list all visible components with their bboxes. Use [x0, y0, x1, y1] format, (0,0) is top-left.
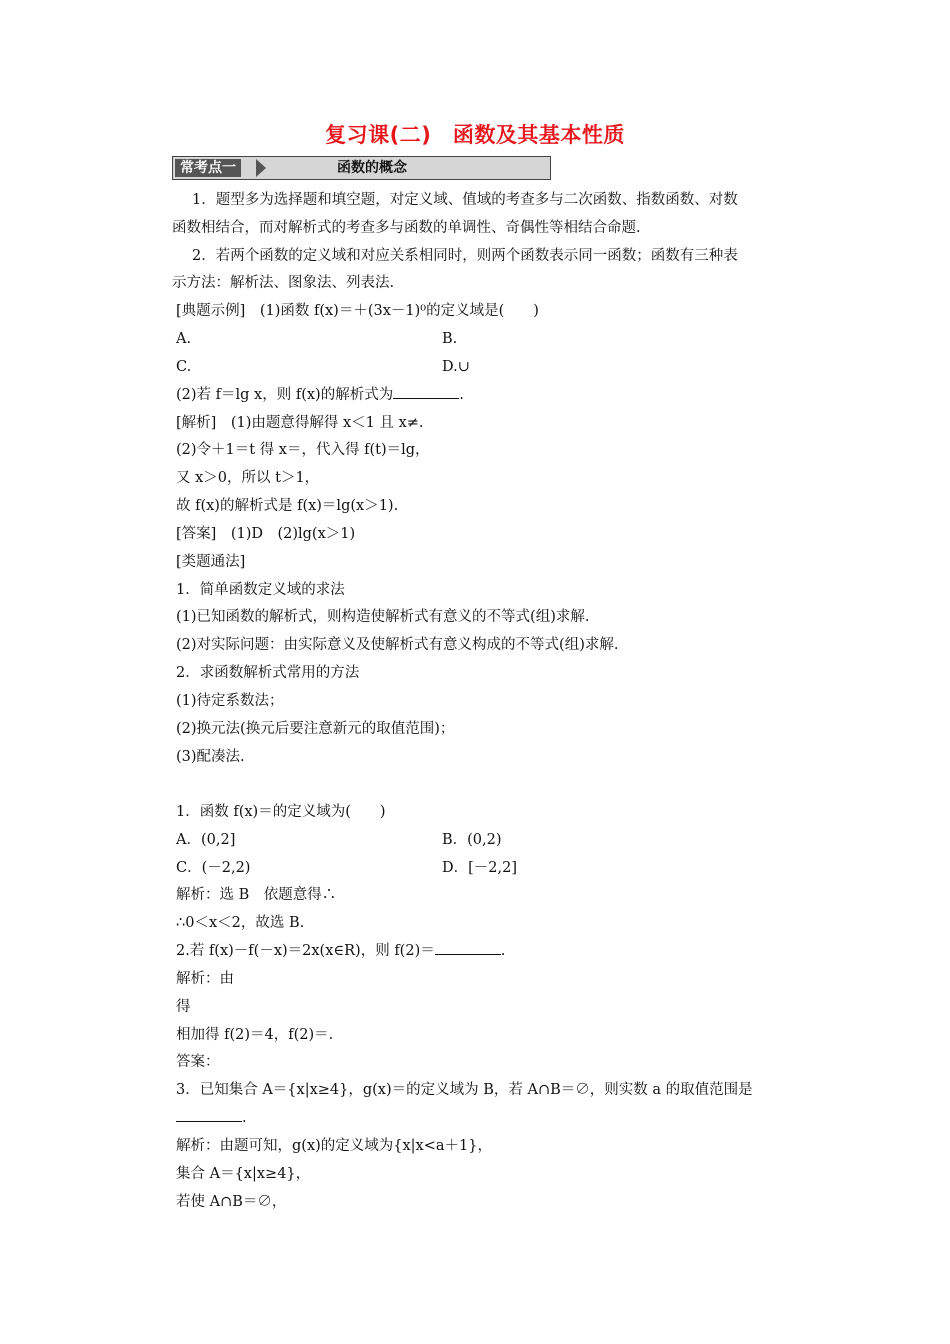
- text-line: 解析：由题可知，g(x)的定义域为{x|x<a＋1}，: [176, 1138, 492, 1154]
- answer-blank: [176, 1109, 242, 1122]
- text-line: 若使 A∩B＝∅，: [176, 1194, 287, 1210]
- text-line: 相加得 f(2)＝4，f(2)＝.: [176, 1027, 334, 1043]
- option-c: C．(－2,2): [176, 860, 251, 876]
- section-heading: 函数的概念: [337, 160, 407, 176]
- text-line: (1)已知函数的解析式，则构造使解析式有意义的不等式(组)求解.: [176, 609, 590, 625]
- text-line: 集合 A＝{x|x≥4}，: [176, 1166, 311, 1182]
- option-b: B.: [442, 331, 458, 347]
- text-line: 解析：由: [176, 971, 234, 987]
- text-line: 2．若两个函数的定义域和对应关系相同时，则两个函数表示同一函数；函数有三种表: [192, 248, 738, 264]
- section-banner: [172, 156, 551, 180]
- text-line: [类题通法]: [176, 554, 246, 570]
- option-d: D．[－2,2]: [442, 860, 517, 876]
- section-tag-arrow: [256, 159, 266, 177]
- option-a: A．(0,2]: [176, 832, 236, 848]
- text-line: (2)换元法(换元后要注意新元的取值范围)；: [176, 721, 455, 737]
- text-line: [典题示例] (1)函数 f(x)＝＋(3x－1)⁰的定义域是( ): [176, 303, 539, 319]
- text-line: 2.若 f(x)－f(－x)＝2x(x∈R)，则 f(2)＝ .: [176, 943, 506, 959]
- text-line: ∴0＜x＜2，故选 B.: [176, 915, 305, 931]
- text-line: [解析] (1)由题意得解得 x＜1 且 x≠.: [176, 415, 424, 431]
- text-line: (2)令＋1＝t 得 x＝，代入得 f(t)＝lg，: [176, 442, 430, 458]
- answer-blank: [435, 942, 501, 955]
- text-line: (2)若 f＝lg x，则 f(x)的解析式为 .: [176, 387, 464, 403]
- option-c: C.: [176, 359, 192, 375]
- text-line: 解析：选 B 依题意得∴: [176, 887, 337, 903]
- option-d: D.∪: [442, 359, 470, 375]
- answer-blank: [393, 386, 459, 399]
- text-line: 1．简单函数定义域的求法: [176, 582, 345, 598]
- text-line: 函数相结合，而对解析式的考查多与函数的单调性、奇偶性等相结合命题.: [172, 220, 641, 236]
- text-line: .: [176, 1108, 247, 1128]
- text-line: 故 f(x)的解析式是 f(x)＝lg(x＞1).: [176, 498, 399, 514]
- text-line: 1．函数 f(x)＝的定义域为( ): [176, 804, 386, 820]
- text-line: 答案：: [176, 1054, 220, 1070]
- text-line: 示方法：解析法、图象法、列表法.: [172, 275, 395, 291]
- text-line: (1)待定系数法；: [176, 693, 284, 709]
- text-line: 2．求函数解析式常用的方法: [176, 665, 360, 681]
- page-title: 复习课(二) 函数及其基本性质: [325, 123, 625, 147]
- text-line: 得: [176, 999, 191, 1015]
- text-line: (3)配凑法.: [176, 749, 245, 765]
- text-line: [答案] (1)D (2)lg(x＞1): [176, 526, 356, 542]
- text-line: 1．题型多为选择题和填空题，对定义域、值域的考查多与二次函数、指数函数、对数: [192, 192, 738, 208]
- text-line: (2)对实际问题：由实际意义及使解析式有意义构成的不等式(组)求解.: [176, 637, 619, 653]
- text-line: 3．已知集合 A＝{x|x≥4}，g(x)＝的定义域为 B，若 A∩B＝∅，则实数 a 的取值范围是: [176, 1082, 753, 1098]
- text-line: 又 x＞0，所以 t＞1，: [176, 470, 320, 486]
- section-tag: 常考点一: [175, 159, 241, 177]
- option-a: A.: [176, 331, 192, 347]
- option-b: B．(0,2): [442, 832, 502, 848]
